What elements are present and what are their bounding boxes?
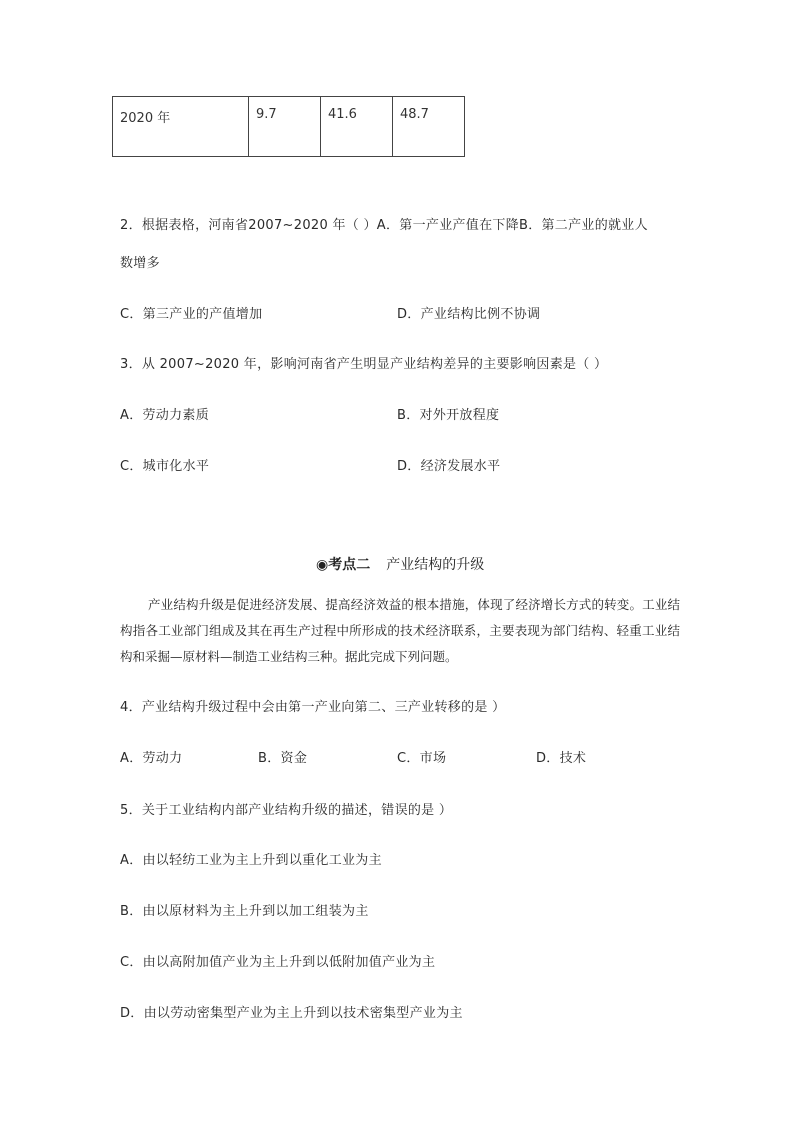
q3-option-c: C．城市化水平 <box>120 459 210 474</box>
q3-option-b: B．对外开放程度 <box>397 408 500 423</box>
q2-option-c: C．第三产业的产值增加 <box>120 307 263 322</box>
q5-option-c: C．由以高附加值产业为主上升到以低附加值产业为主 <box>120 955 436 970</box>
q5-option-d: D．由以劳动密集型产业为主上升到以技术密集型产业为主 <box>120 1006 463 1021</box>
section-heading <box>316 554 484 574</box>
table-cell-tertiary: 48.7 <box>393 97 465 157</box>
q4-stem: 4．产业结构升级过程中会由第一产业向第二、三产业转移的是 ） <box>120 700 506 715</box>
q3-option-d: D．经济发展水平 <box>397 459 501 474</box>
q4-option-d: D．技术 <box>536 751 587 766</box>
section-intro: 产业结构升级是促进经济发展、提高经济效益的根本措施，体现了经济增长方式的转变。工业结构指各工业部门组成及其在再生产过程中所形成的技术经济联系，主要表现为部门结构、轻重工业结构和采掘—原材料—制造工业结构三种。据此完成下列问题。 <box>120 597 680 664</box>
q2-stem-line2: 数增多 <box>120 256 160 271</box>
q5-stem: 5．关于工业结构内部产业结构升级的描述，错误的是 ） <box>120 803 453 818</box>
q5-option-a: A．由以轻纺工业为主上升到以重化工业为主 <box>120 853 382 868</box>
q3-stem: 3．从 2007~2020 年，影响河南省产生明显产业结构差异的主要影响因素是（ ） <box>120 357 608 372</box>
table-cell-primary: 9.7 <box>249 97 321 157</box>
section-title: 产业结构的升级 <box>386 557 485 573</box>
table-cell-secondary: 41.6 <box>321 97 393 157</box>
table-row <box>113 97 465 157</box>
q5-option-b: B．由以原材料为主上升到以加工组装为主 <box>120 904 369 919</box>
q2-stem-line1: 2．根据表格，河南省2007~2020 年（ ）A．第一产业产值在下降B．第二产业的就业人 <box>120 218 648 233</box>
q4-option-a: A．劳动力 <box>120 751 183 766</box>
q2-option-d: D．产业结构比例不协调 <box>397 307 541 322</box>
section-marker: ◉考点二 <box>316 557 371 573</box>
q3-option-a: A．劳动力素质 <box>120 408 209 423</box>
table-cell-year: 2020 年 <box>113 97 249 157</box>
q4-option-c: C．市场 <box>397 751 447 766</box>
q4-option-b: B．资金 <box>258 751 308 766</box>
data-table <box>112 96 465 157</box>
